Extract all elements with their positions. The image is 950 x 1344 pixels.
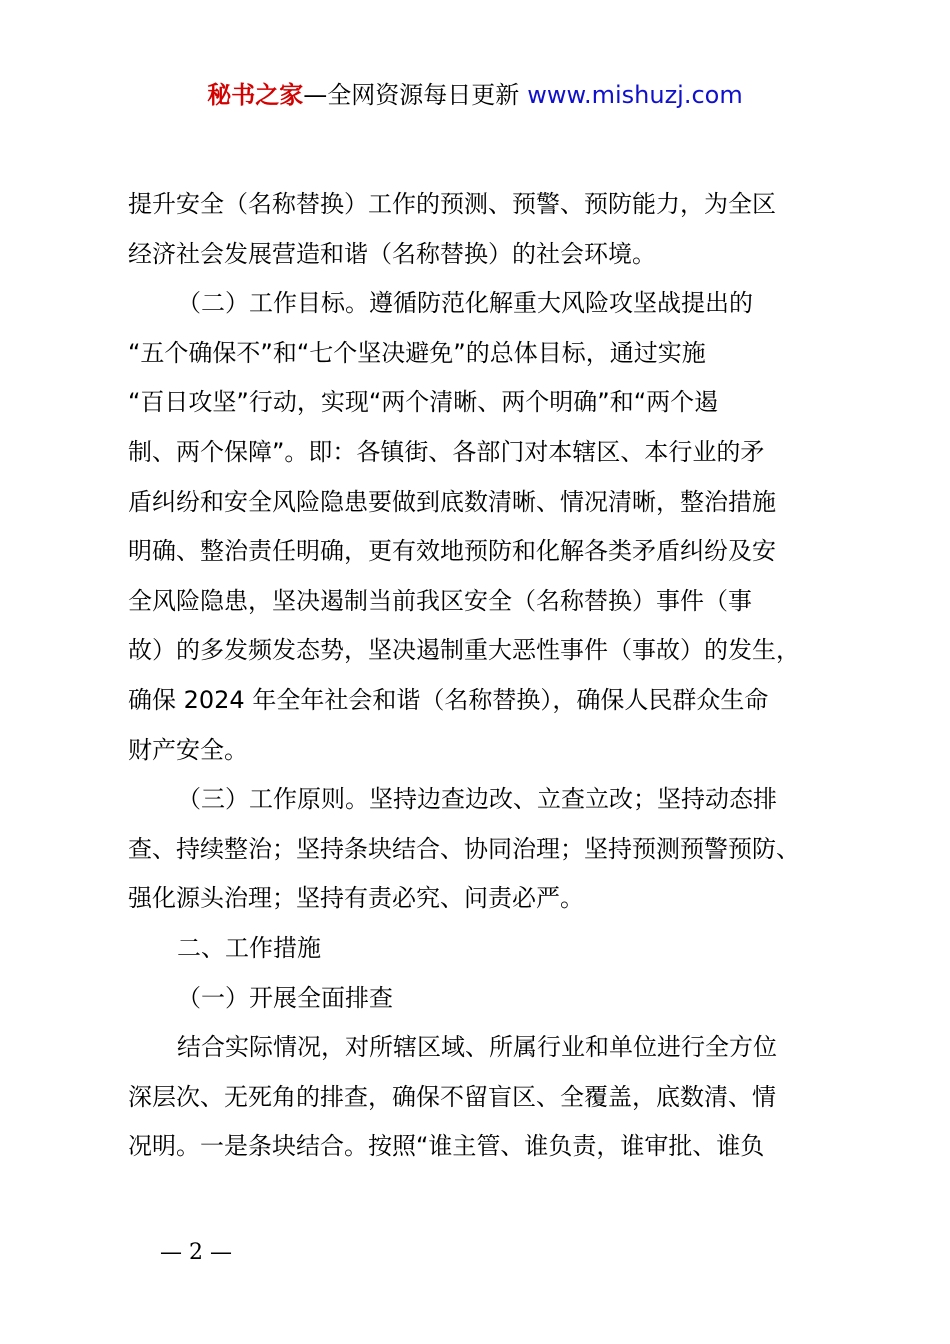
text-line: 制、两个保障”。即：各镇街、各部门对本辖区、本行业的矛 <box>128 437 765 466</box>
text-line: 经济社会发展营造和谐（名称替换）的社会环境。 <box>128 239 656 268</box>
section-heading: 二、工作措施 <box>177 933 321 962</box>
brand-name: 秘书之家 <box>207 81 304 109</box>
text-line: 结合实际情况，对所辖区域、所属行业和单位进行全方位 <box>177 1033 777 1062</box>
site-url-link[interactable]: www.mishuzj.com <box>527 81 743 109</box>
page-number: — 2 — <box>160 1240 232 1265</box>
text-line: 提升安全（名称替换）工作的预测、预警、预防能力，为全区 <box>128 190 776 218</box>
text-line: “五个确保不”和“七个坚决避免”的总体目标，通过实施 <box>128 338 706 367</box>
text-line: 故）的多发频发态势，坚决遏制重大恶性事件（事故）的发生， <box>128 636 800 665</box>
document-body <box>128 180 833 1172</box>
text-line: 财产安全。 <box>128 735 248 764</box>
text-line: 确保 2024 年全年社会和谐（名称替换），确保人民群众生命 <box>128 685 769 714</box>
text-line: 深层次、无死角的排查，确保不留盲区、全覆盖，底数清、情 <box>128 1082 776 1111</box>
text-line: （三）工作原则。坚持边查边改、立查立改；坚持动态排 <box>177 785 777 814</box>
header-dash: — <box>303 81 328 109</box>
text-line: 况明。一是条块结合。按照“谁主管、谁负责，谁审批、谁负 <box>128 1132 765 1161</box>
text-line: 明确、整治责任明确，更有效地预防和化解各类矛盾纠纷及安 <box>128 537 776 566</box>
text-line: 盾纠纷和安全风险隐患要做到底数清晰、情况清晰，整治措施 <box>128 487 776 516</box>
text-line: 查、持续整治；坚持条块结合、协同治理；坚持预测预警预防、 <box>128 834 800 863</box>
site-header <box>0 78 950 112</box>
text-line: “百日攻坚”行动，实现“两个清晰、两个明确”和“两个遏 <box>128 388 719 417</box>
text-line: 全风险隐患，坚决遏制当前我区安全（名称替换）事件（事 <box>128 586 752 615</box>
header-slogan: 全网资源每日更新 <box>327 81 520 109</box>
subsection-heading: （一）开展全面排查 <box>177 983 393 1012</box>
text-line: 强化源头治理；坚持有责必究、问责必严。 <box>128 884 584 913</box>
text-line: （二）工作目标。遵循防范化解重大风险攻坚战提出的 <box>177 289 753 318</box>
